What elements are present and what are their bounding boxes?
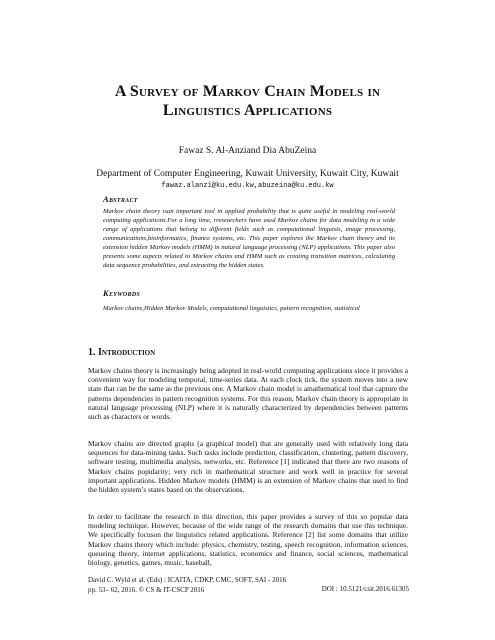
title-line-2: Linguistics Applications <box>162 102 333 119</box>
footer-line-2: pp. 53– 62, 2016. © CS & IT-CSCP 2016 <box>88 585 205 594</box>
author-names: Fawaz S. Al-Anziand Dia AbuZeina <box>178 146 317 156</box>
abstract-text: Markov chain theory isan important tool in applied probability that is quite useful in modeling real-world computing applications.For a long time, rresearchers have used Markov chains for data modeling in a wide range of applications that belong to different fields such as computational linguists, image processing, communications,bioinformatics, finance systems, etc. This paper explores the Markov chain theory and its extension hidden Markov models (HMM) in natural language processing (NLP) applications. This paper also presents some aspects related to Markov chains and HMM such as creating transition matrices, calculating data sequence probabilities, and extracting the hidden states. <box>103 208 395 269</box>
abstract-heading: Abstract <box>103 194 138 204</box>
intro-paragraph-1: Markov chains theory is increasingly being adopted in real-world computing applications since it provides a convenient way for modeling temporal, time-series data. At each clock tick, the system moves into a new state that can be the same as the previous one. A Markov chain model is amathematical tool that capture the patterns dependencies in pattern recognition systems. For this reason, Markov chain theory is appropriate in natural language processing (NLP) where it is naturally characterized by dependencies between patterns such as characters or words. <box>88 366 408 422</box>
title-line-1: A Survey of Markov Chain Models in <box>114 83 381 100</box>
paper-title <box>40 82 455 120</box>
keywords-text: Markov chains,Hidden Markov Models, computational linguistics, pattern recognition, statistical <box>103 305 360 312</box>
footer-doi: DOI : 10.5121/csit.2016.61305 <box>321 585 409 593</box>
author-emails: fawaz.alanzi@ku.edu.kw,abuzeina@ku.edu.kw <box>161 182 334 190</box>
footer-line-1: David C. Wyld et al. (Eds) : ICAITA, CDKP, CMC, SOFT, SAI - 2016 <box>88 576 287 584</box>
intro-paragraph-2: Markov chains are directed graphs (a graphical model) that are generally used with relatively long data sequences for data-mining tasks. Such tasks include prediction, classification, clustering, pattern discovery, software testing, multimedia analysis, networks, etc. Reference [1] indicated that there are two reasons of Markov chains popularity; very rich in mathematical structure and work well in practice for several important applications. Hidden Markov models (HMM) is an extension of Markov chains that used to find the hidden system’s states based on the observations. <box>88 439 408 495</box>
footer-citation <box>88 576 286 595</box>
keywords-heading: Keywords <box>103 288 141 298</box>
author-affiliation: Department of Computer Engineering, Kuwait University, Kuwait City, Kuwait <box>96 169 399 179</box>
intro-paragraph-3: In order to facilitate the research in this direction, this paper provides a survey of this so popular data modeling technique. However, because of the wide range of the research domains that use this technique. We specifically focuson the linguistics related applications. Reference [2] list some domains that utilize Markov chains theory which include: physics, chemistry, testing, speech recognition, information sciences, queueing theory, internet applications, statistics, economics and finance, social sciences, mathematical biology, genetics, games, music, baseball, <box>88 512 408 568</box>
introduction-heading: 1. Introduction <box>88 347 156 358</box>
